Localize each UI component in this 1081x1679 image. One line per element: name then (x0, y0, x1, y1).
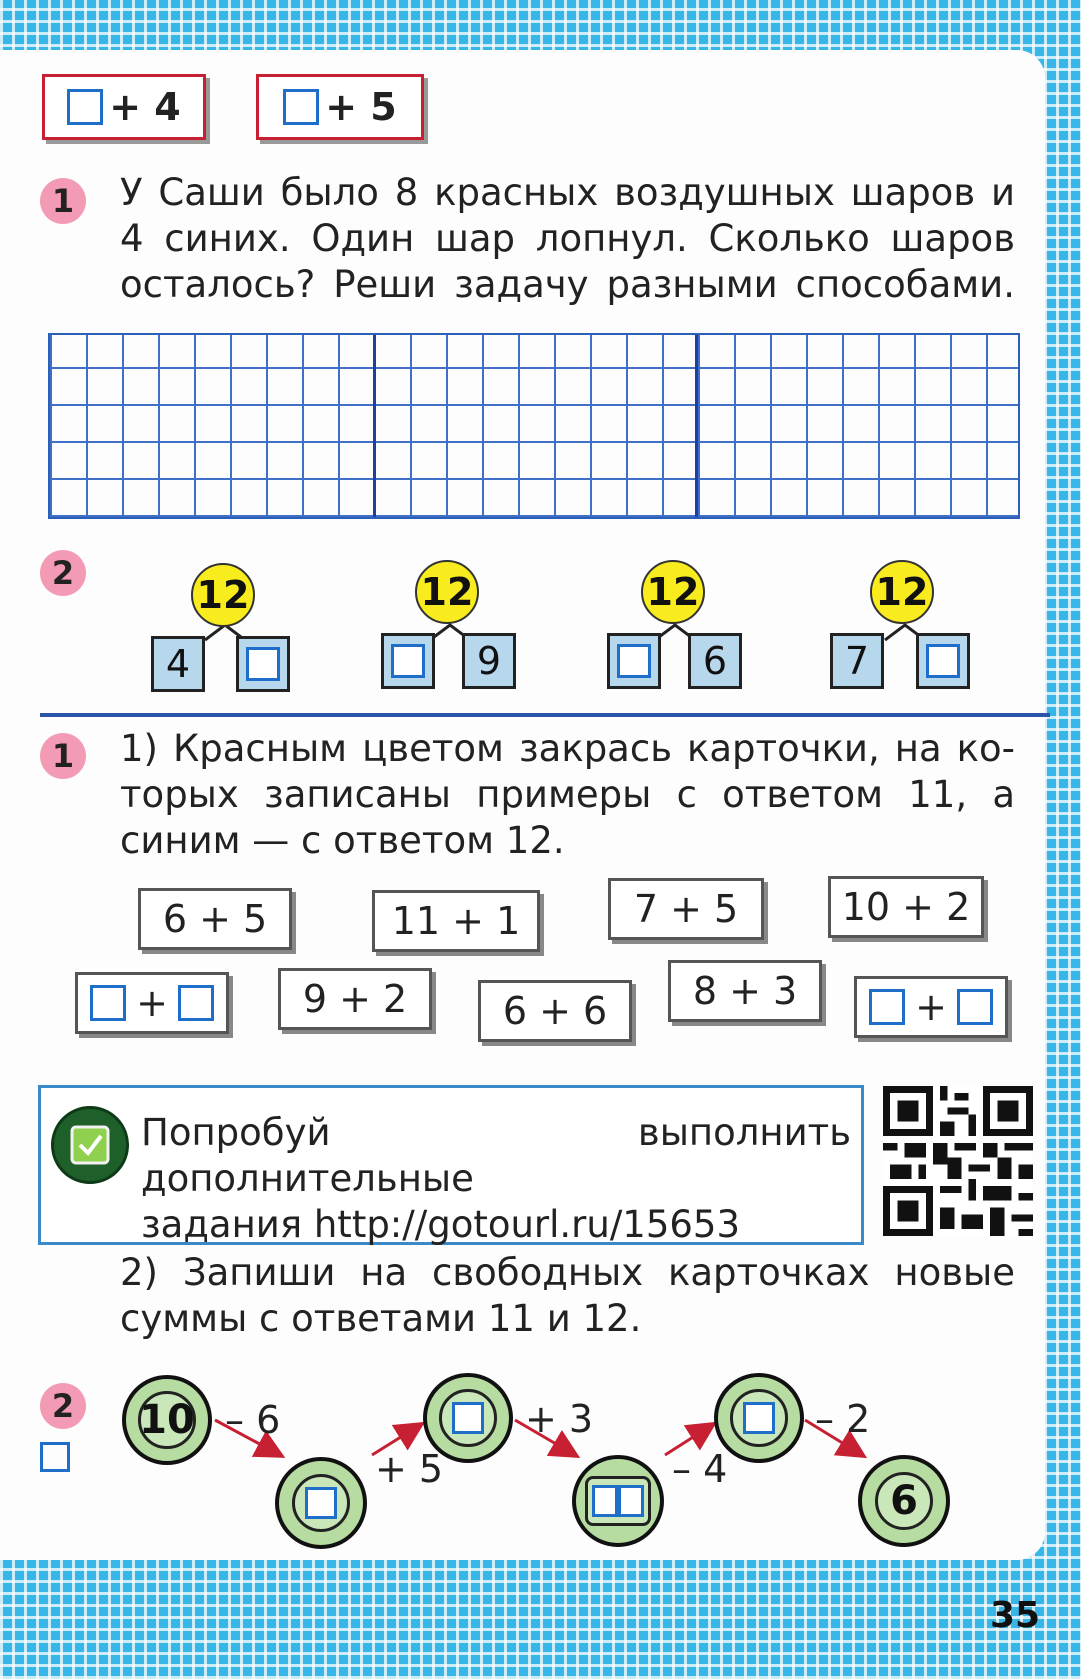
text-line: У Саши было 8 красных воздушных шаров и (120, 171, 1015, 214)
task3-text (120, 726, 1015, 864)
tree-top-circle: 12 (191, 563, 255, 627)
chain-op: – 2 (815, 1397, 871, 1441)
tree-right-box: 9 (462, 633, 516, 689)
grid-divider (373, 335, 376, 517)
chain-start-circle (122, 1375, 212, 1465)
tree-left-box: 7 (830, 633, 884, 689)
chain-circle[interactable] (714, 1373, 804, 1463)
empty-square-icon (452, 1402, 484, 1434)
chain-op: + 5 (375, 1447, 444, 1491)
tree-top-circle: 12 (870, 560, 934, 624)
blank-sum-card[interactable] (854, 976, 1008, 1038)
tree-left-box[interactable] (381, 633, 435, 689)
chain-end-circle (858, 1455, 950, 1547)
text-line: 2) Запиши на свободных карточках новые (120, 1251, 1015, 1294)
tree-right-box: 6 (688, 633, 742, 689)
task-number-badge: 1 (40, 178, 86, 224)
empty-square-icon (743, 1402, 775, 1434)
chain-circle-double[interactable] (572, 1455, 664, 1547)
empty-square-icon (617, 644, 651, 678)
task1-text (120, 170, 1015, 308)
sum-card[interactable]: 11 + 1 (372, 890, 540, 952)
chain-inner (439, 1389, 496, 1446)
text-line: синим — с ответом 12. (120, 819, 565, 862)
empty-square-icon (592, 1485, 618, 1517)
sum-card[interactable]: 8 + 3 (668, 960, 822, 1022)
chain-inner (585, 1476, 651, 1526)
answer-grid[interactable] (48, 333, 1020, 519)
empty-square-icon (391, 644, 425, 678)
chain-op: + 3 (525, 1397, 594, 1441)
chain-inner (730, 1389, 787, 1446)
text-line: суммы с ответами 11 и 12. (120, 1297, 642, 1340)
header-op: + 4 (109, 85, 181, 129)
hint-link[interactable]: задания http://gotourl.ru/15653 (141, 1203, 741, 1246)
hint-text (141, 1110, 851, 1248)
text-line: торых записаны примеры с ответом 11, а (120, 773, 1015, 816)
sum-card[interactable]: 6 + 5 (138, 888, 292, 950)
sum-card[interactable]: 7 + 5 (608, 878, 764, 940)
empty-square-icon (67, 89, 103, 125)
header-op: + 5 (325, 85, 397, 129)
section-divider (40, 713, 1050, 717)
sum-card[interactable]: 9 + 2 (278, 968, 432, 1030)
chain-value: 10 (138, 1391, 195, 1448)
chain-circle[interactable] (275, 1457, 367, 1549)
header-box-plus5 (256, 74, 424, 140)
tree-right-box[interactable] (916, 633, 970, 689)
empty-square-icon (926, 644, 960, 678)
header-box-plus4 (42, 74, 206, 140)
empty-square-icon (283, 89, 319, 125)
checkbox-icon (51, 1106, 129, 1184)
empty-square-icon (869, 989, 905, 1025)
grid-divider (695, 335, 698, 517)
task-number-badge: 1 (40, 733, 86, 779)
empty-square-icon (246, 647, 280, 681)
qr-code[interactable] (883, 1085, 1033, 1237)
empty-square-icon (305, 1487, 337, 1519)
sum-card[interactable]: 10 + 2 (828, 876, 984, 938)
task-number-badge: 2 (40, 550, 86, 596)
text-line: Попробуй выполнить дополнительные (141, 1111, 851, 1200)
workbook-page (0, 50, 1045, 1560)
text-line: 4 синих. Один шар лопнул. Сколько шаров (120, 217, 1015, 260)
blank-sum-card[interactable] (75, 972, 229, 1034)
empty-square-icon (957, 989, 993, 1025)
text-line: 1) Красным цветом закрась карточки, на ко- (120, 727, 1015, 770)
plus-sign: + (136, 981, 168, 1025)
empty-square-icon (178, 985, 214, 1021)
task-number-badge: 2 (40, 1383, 86, 1429)
hint-box (38, 1085, 864, 1245)
chain-op: – 6 (225, 1398, 281, 1442)
tree-right-box[interactable] (236, 636, 290, 692)
text-line: осталось? Реши задачу разными способами. (120, 263, 1015, 306)
tree-top-circle: 12 (641, 560, 705, 624)
chain-inner (292, 1474, 351, 1533)
chain-op: – 4 (672, 1447, 728, 1491)
empty-square-icon (40, 1442, 70, 1472)
tree-top-circle: 12 (415, 560, 479, 624)
tree-left-box: 4 (151, 636, 205, 692)
chain-value: 6 (875, 1472, 934, 1531)
task3b-text (120, 1250, 1015, 1342)
sum-card[interactable]: 6 + 6 (478, 980, 632, 1042)
empty-square-icon (618, 1485, 644, 1517)
plus-sign: + (915, 985, 947, 1029)
empty-square-icon (90, 985, 126, 1021)
page-number: 35 (990, 1595, 1041, 1636)
tree-left-box[interactable] (607, 633, 661, 689)
